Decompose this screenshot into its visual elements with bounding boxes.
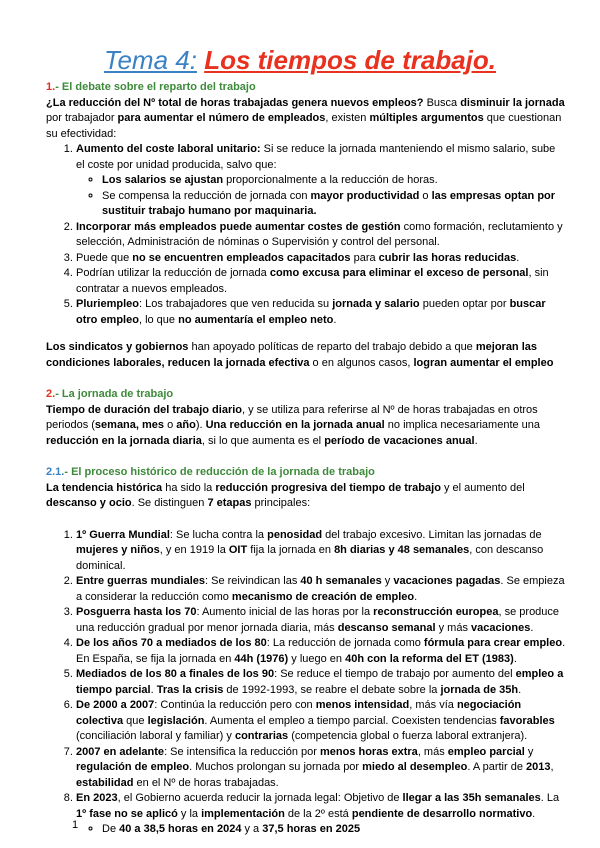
stage-item: 1. 1º Guerra Mundial: Se lucha contra la penosidad del trabajo excesivo. Limitan las jornadas de mujeres y niños, y en 1919 la OIT fija la jornada en 8h diarias y 48 semanales, con descanso dominical. (76, 528, 566, 575)
stage-item: 6. De 2000 a 2007: Continúa la reducción pero con menos intensidad, más vía negociación colectiva que legislación. Aumenta el empleo a tiempo parcial. Coexisten tendencias favorables (conciliación laboral y familiar) y contrarias (competencia global o fuerza laboral extranjera). (76, 698, 566, 745)
stage-item: 5. Mediados de los 80 a finales de los 90: Se reduce el tiempo de trabajo por aumento del empleo a tiempo parcial. Tras la crisis de 1992-1993, se reabre el debate sobre la jornada de 35h. (76, 667, 566, 698)
section-2-paragraph: Tiempo de duración del trabajo diario, y se utiliza para referirse al Nº de horas trabajadas en otros periodos (semana, mes o año). Una reducción en la jornada anual no implica necesariamente una reducción en la jornada diaria, si lo que aumenta es el período de vacaciones anual. (46, 403, 541, 447)
section-1-intro: ¿La reducción del Nº total de horas trabajadas genera nuevos empleos? Busca disminuir la jornada por trabajador para aumentar el número de empleados, existen múltiples argumentos que cuestionan su efectividad: (46, 96, 565, 140)
sub-list (76, 173, 566, 220)
section-1-list (46, 142, 566, 328)
section-2-1-paragraph: La tendencia histórica ha sido la reducción progresiva del tiempo de trabajo y el aumento del descanso y ocio. Se distinguen 7 etapas principales: (46, 481, 525, 509)
stage-item: 3. Posguerra hasta los 70: Aumento inicial de las horas por la reconstrucción europea, se produce una reducción gradual por menor jornada diaria, más descanso semanal y más vacaciones. (76, 605, 566, 636)
section-1-conclusion: Los sindicatos y gobiernos han apoyado políticas de reparto del trabajo debido a que mejoran las condiciones laborales, reducen la jornada efectiva o en algunos casos, logran aumentar el empleo (46, 341, 554, 369)
title-part-1: Tema 4: (103, 45, 197, 75)
sub-list-item: ◦ Los salarios se ajustan proporcionalmente a la reducción de horas. (102, 173, 566, 189)
list-item: 4. Podrían utilizar la reducción de jornada como excusa para eliminar el exceso de personal, sin contratar a nuevos empleados. (76, 266, 566, 297)
list-item: 1. Aumento del coste laboral unitario: Si se reduce la jornada manteniendo el mismo salario, sube el coste por unidad producida, salvo que: ◦ Los salarios se ajustan proporcionalmente a la reducción de horas. ◦ Se compensa la reducción de jornada con mayor productividad o las empresas optan por sustituir trabajo humano por maquinaria. (76, 142, 566, 220)
stage-item: 8. En 2023, el Gobierno acuerda reducir la jornada legal: Objetivo de llegar a las 35h semanales. La 1º fase no se aplicó y la implementación de la 2º está pendiente de desarrollo normativo. ◦ De 40 a 38,5 horas en 2024 y a 37,5 horas en 2025 (76, 791, 566, 838)
section-2-1-heading: 2.1.- El proceso histórico de reducción de la jornada de trabajo (46, 466, 375, 478)
page-number: 1 (72, 819, 79, 831)
sub-list (76, 822, 566, 838)
stage-item: 4. De los años 70 a mediados de los 80: La reducción de jornada como fórmula para crear empleo. En España, se fija la jornada en 44h (1976) y luego en 40h con la reforma del ET (1983). (76, 636, 566, 667)
sub-list-item: ◦ Se compensa la reducción de jornada con mayor productividad o las empresas optan por sustituir trabajo humano por maquinaria. (102, 189, 566, 220)
section-2-heading: 2.- La jornada de trabajo (46, 388, 174, 400)
stage-item: 2. Entre guerras mundiales: Se reivindican las 40 h semanales y vacaciones pagadas. Se empieza a considerar la reducción como mecanismo de creación de empleo. (76, 574, 566, 605)
stages-list (46, 528, 566, 838)
section-1-heading: 1.- El debate sobre el reparto del trabajo (46, 81, 256, 93)
stage-item: 7. 2007 en adelante: Se intensifica la reducción por menos horas extra, más empleo parcial y regulación de empleo. Muchos prolongan su jornada por miedo al desempleo. A partir de 2013, estabilidad en el Nº de horas trabajadas. (76, 745, 566, 792)
sub-list-item: ◦ De 40 a 38,5 horas en 2024 y a 37,5 horas en 2025 (102, 822, 566, 838)
document-body (46, 80, 566, 838)
list-item: 3. Puede que no se encuentren empleados capacitados para cubrir las horas reducidas. (76, 251, 566, 267)
list-item: 2. Incorporar más empleados puede aumentar costes de gestión como formación, reclutamiento y selección, Administración de nóminas o Supervisión y control del personal. (76, 220, 566, 251)
page-title (0, 44, 600, 76)
title-part-2: Los tiempos de trabajo. (204, 45, 497, 75)
list-item: 5. Pluriempleo: Los trabajadores que ven reducida su jornada y salario pueden optar por buscar otro empleo, lo que no aumentaría el empleo neto. (76, 297, 566, 328)
